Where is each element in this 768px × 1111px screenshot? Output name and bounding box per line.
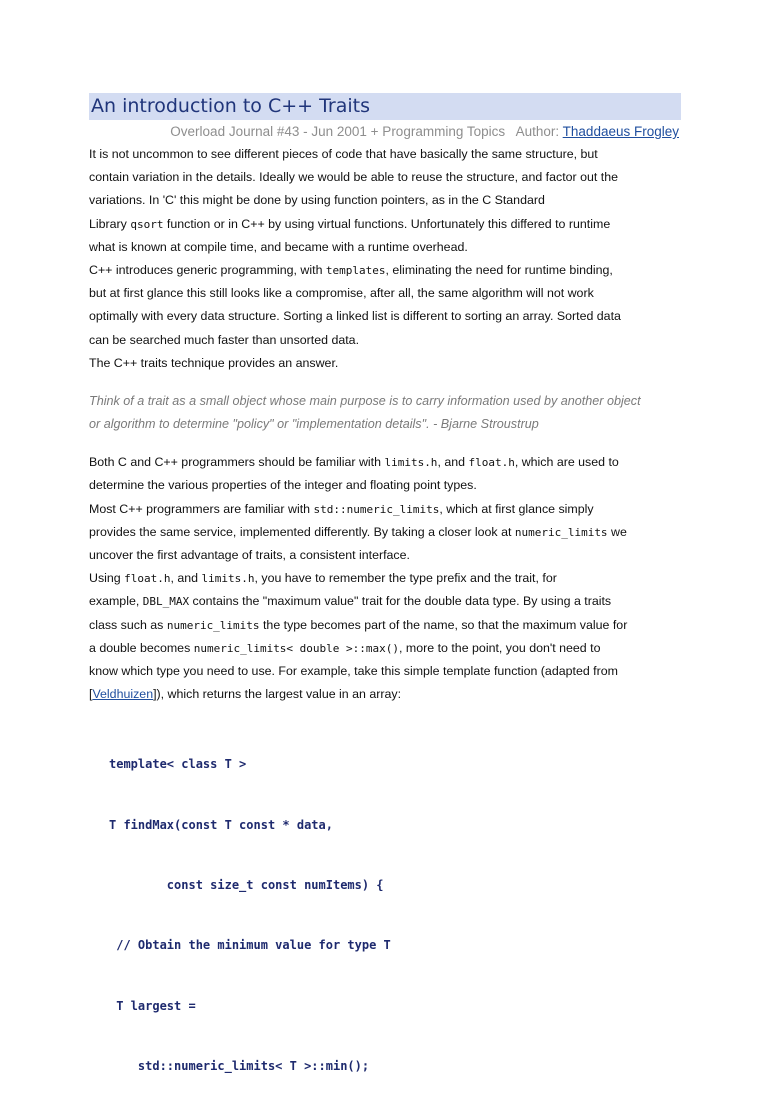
text-fragment: Both C and C++ programmers should be familiar with: [89, 455, 385, 470]
text-line: know which type you need to use. For example, take this simple template function (adapted from: [89, 663, 618, 678]
text-line: [89, 637, 681, 660]
code-line: // Obtain the minimum value for type T: [109, 938, 391, 953]
author-link[interactable]: Thaddaeus Frogley: [562, 124, 679, 139]
text-fragment: ]), which returns the largest value in an array:: [153, 687, 402, 702]
text-line: [89, 590, 681, 613]
text-fragment: , eliminating the need for runtime binding,: [385, 262, 613, 277]
code-example: [89, 720, 681, 1110]
text-fragment: Most C++ programmers are familiar with: [89, 501, 314, 516]
stroustrup-quote: [89, 390, 681, 436]
text-fragment: , more to the point, you don't need to: [399, 640, 601, 655]
inline-code: numeric_limits: [166, 618, 260, 632]
code-line: T findMax(const T const * data,: [109, 817, 333, 832]
text-line: [89, 614, 681, 637]
inline-code: DBL_MAX: [142, 595, 190, 609]
meta-source: Overload Journal #43 - Jun 2001 + Programming Topics: [170, 124, 506, 139]
inline-code: numeric_limits< double >::max(): [193, 641, 400, 655]
text-line: It is not uncommon to see different pieces of code that have basically the same structure, but: [89, 147, 598, 161]
text-fragment: , which are used to: [514, 455, 619, 470]
text-fragment: [: [89, 687, 93, 702]
meta-author-label: Author:: [515, 124, 560, 139]
text-fragment: , you have to remember the type prefix and the trait, for: [254, 571, 557, 586]
limits-paragraph: [89, 451, 681, 706]
text-fragment: provides the same service, implemented differently. By taking a closer look at: [89, 524, 515, 539]
text-line: uncover the first advantage of traits, a consistent interface.: [89, 548, 410, 562]
code-line: template< class T >: [109, 757, 247, 772]
article-title: An introduction to C++ Traits: [89, 93, 681, 120]
text-fragment: contains the "maximum value" trait for the double data type. By using a traits: [189, 594, 612, 609]
text-fragment: we: [607, 524, 627, 539]
quote-line: Think of a trait as a small object whose main purpose is to carry information used by another object: [89, 393, 641, 408]
text-fragment: function or in C++ by using virtual functions. Unfortunately this differed to runtime: [163, 216, 611, 231]
intro-paragraph: [89, 143, 681, 375]
inline-code: std::numeric_limits: [313, 502, 440, 516]
inline-code: limits.h: [384, 456, 438, 470]
text-line: [89, 259, 681, 282]
code-line: const size_t const numItems) {: [109, 878, 384, 893]
text-line: [89, 521, 681, 544]
text-fragment: C++ introduces generic programming, with: [89, 262, 326, 277]
text-fragment: the type becomes part of the name, so that the maximum value for: [259, 617, 628, 632]
text-line: [89, 683, 681, 706]
text-line: variations. In 'C' this might be done by using function pointers, as in the C Standard: [89, 193, 545, 208]
quote-line: or algorithm to determine "policy" or "implementation details". - Bjarne Stroustrup: [89, 417, 539, 432]
text-line: can be searched much faster than unsorted data.: [89, 332, 360, 347]
article-meta: [89, 121, 681, 143]
text-fragment: , and: [437, 455, 469, 470]
text-fragment: Library: [89, 216, 131, 231]
text-line: [89, 213, 681, 236]
text-fragment: a double becomes: [89, 640, 194, 655]
text-fragment: , and: [170, 571, 202, 586]
text-fragment: example,: [89, 594, 143, 609]
inline-code: limits.h: [201, 572, 255, 586]
inline-code: qsort: [130, 217, 164, 231]
text-line: [89, 498, 681, 521]
text-fragment: , which at first glance simply: [439, 501, 594, 516]
code-line: T largest =: [109, 998, 196, 1013]
text-fragment: Using: [89, 571, 125, 586]
text-line: what is known at compile time, and became with a runtime overhead.: [89, 239, 468, 254]
text-line: determine the various properties of the integer and floating point types.: [89, 478, 477, 493]
veldhuizen-reference-link[interactable]: Veldhuizen: [92, 687, 154, 702]
text-line: [89, 451, 681, 474]
article: [89, 93, 681, 1111]
inline-code: numeric_limits: [514, 525, 608, 539]
inline-code: templates: [325, 263, 386, 277]
inline-code: float.h: [124, 572, 171, 586]
text-line: but at first glance this still looks like a compromise, after all, the same algorithm will not work: [89, 286, 594, 301]
text-line: optimally with every data structure. Sorting a linked list is different to sorting an array. Sorted data: [89, 309, 621, 324]
text-line: contain variation in the details. Ideally we would be able to reuse the structure, and factor out the: [89, 170, 618, 185]
text-line: [89, 567, 681, 590]
code-line: std::numeric_limits< T >::min();: [109, 1059, 370, 1074]
inline-code: float.h: [468, 456, 515, 470]
text-line: The C++ traits technique provides an answer.: [89, 355, 339, 370]
text-fragment: class such as: [89, 617, 167, 632]
